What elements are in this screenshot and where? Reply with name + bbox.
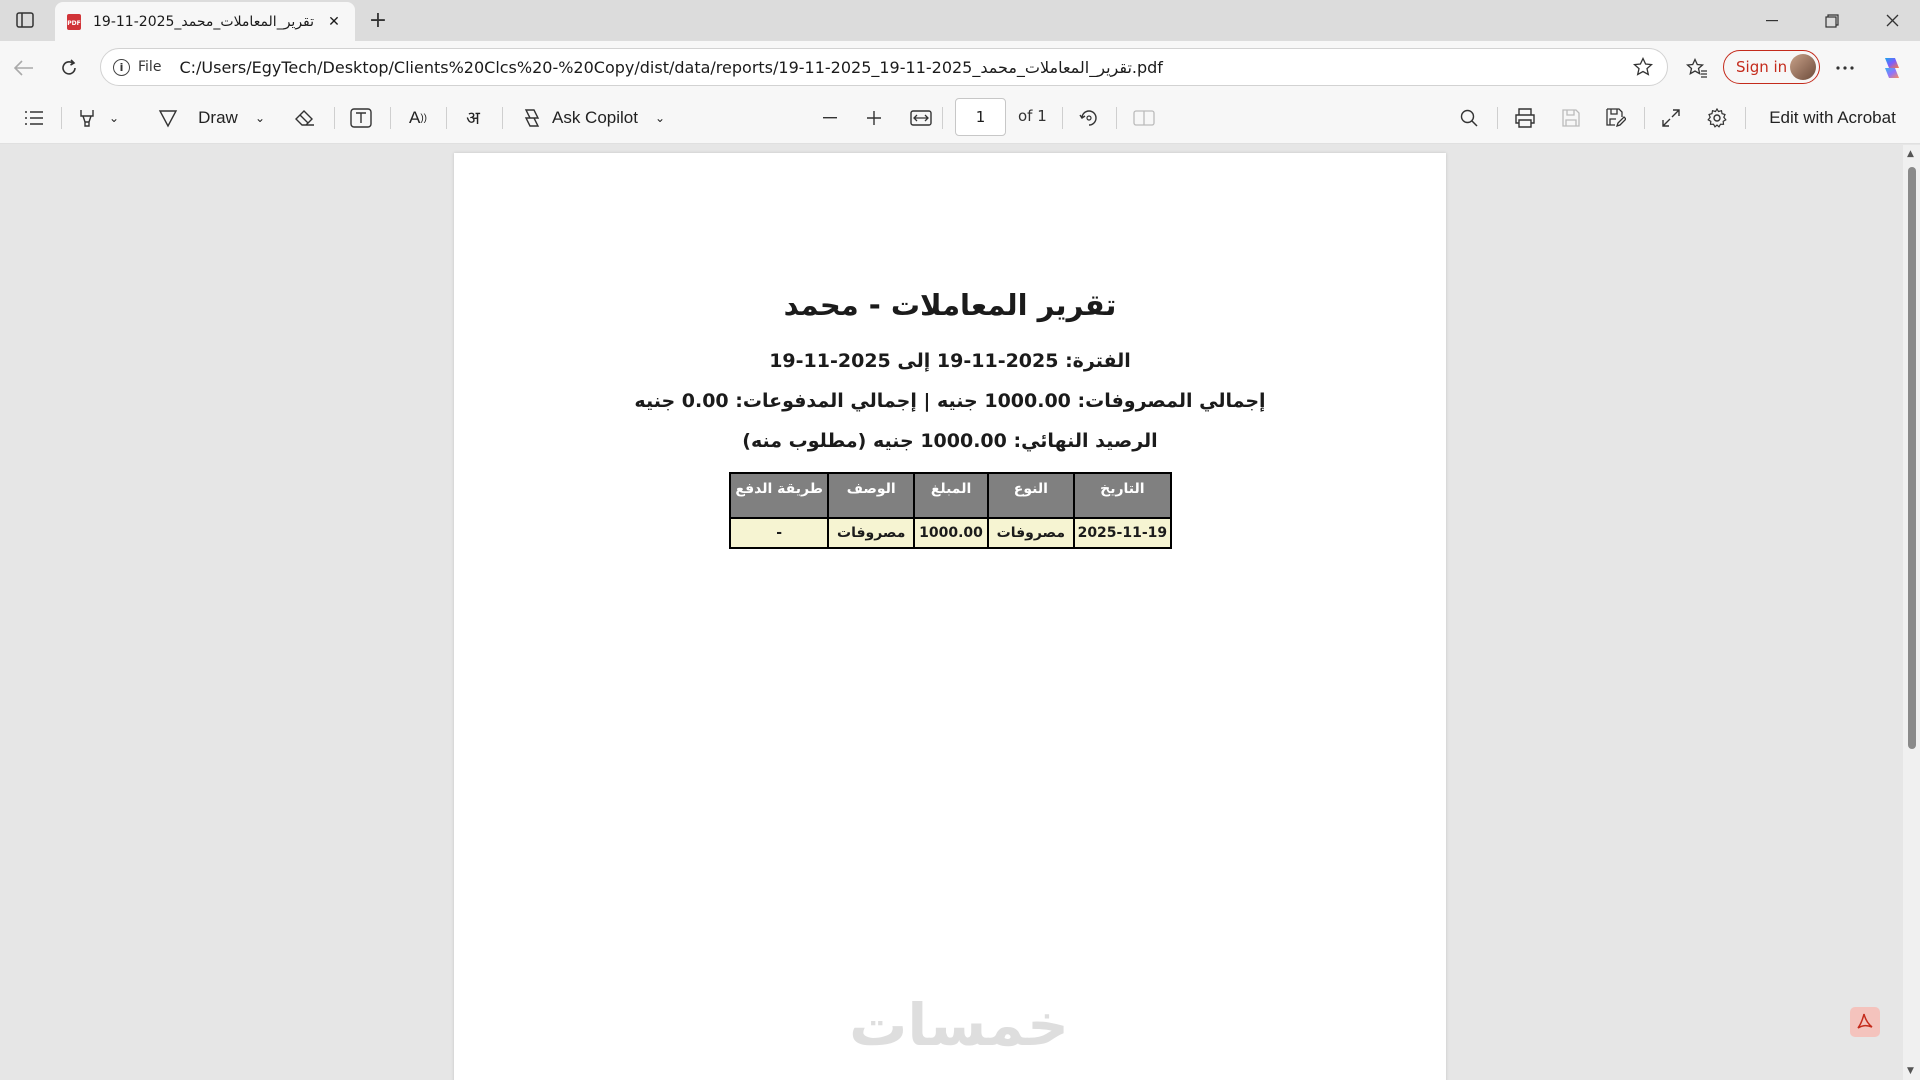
sign-in-label: Sign in [1736, 58, 1788, 76]
page-view-icon[interactable] [1131, 102, 1157, 134]
file-label: File [138, 59, 162, 75]
report-title: تقرير المعاملات - محمد [783, 288, 1117, 322]
close-window-icon[interactable] [1864, 0, 1920, 41]
save-as-icon[interactable] [1603, 102, 1629, 134]
table-cell-amount: 1000.00 [914, 518, 988, 548]
highlight-icon[interactable] [74, 102, 100, 134]
table-header-type: النوع [988, 473, 1074, 518]
navigation-bar [0, 41, 1920, 93]
scroll-down-icon[interactable]: ▼ [1907, 1066, 1914, 1076]
rotate-icon[interactable] [1076, 102, 1102, 134]
table-cell-type: مصروفات [988, 518, 1074, 548]
svg-text:PDF: PDF [67, 19, 81, 27]
url-text[interactable]: C:/Users/EgyTech/Desktop/Clients%20Clcs%20-%20Copy/dist/data/reports/19-11-2025_19-11-2025_تقرير_المعاملات_محمد.pdf [179, 57, 1163, 77]
search-icon[interactable] [1456, 102, 1482, 134]
highlight-chevron-down-icon[interactable]: ⌄ [108, 111, 120, 125]
new-tab-icon[interactable]: + [368, 7, 388, 33]
report-balance: الرصيد النهائي: 1000.00 جنيه (مطلوب منه) [742, 430, 1158, 452]
avatar [1790, 54, 1816, 80]
zoom-out-icon[interactable] [818, 102, 842, 134]
transactions-table [729, 472, 1172, 549]
info-icon: i [113, 59, 130, 76]
acrobat-icon[interactable] [1850, 1007, 1880, 1037]
table-cell-date: 2025-11-19 [1074, 518, 1171, 548]
watermark: خمسات [849, 991, 1069, 1059]
scrollbar-thumb[interactable] [1908, 167, 1916, 749]
fit-width-icon[interactable] [908, 102, 934, 134]
table-cell-description: مصروفات [828, 518, 914, 548]
sign-in-button[interactable] [1723, 50, 1820, 84]
table-header-date: التاريخ [1074, 473, 1171, 518]
scroll-up-icon[interactable]: ▲ [1907, 149, 1914, 159]
table-header-payment-method: طريقة الدفع [730, 473, 828, 518]
report-period: الفترة: 2025-11-19 إلى 2025-11-19 [769, 350, 1131, 372]
more-options-icon[interactable] [1829, 52, 1861, 84]
close-tab-icon[interactable]: ✕ [328, 13, 340, 30]
page-number-input[interactable]: 1 [955, 98, 1006, 136]
refresh-icon[interactable] [53, 52, 85, 84]
tab-strip [0, 0, 1920, 41]
text-box-icon[interactable] [347, 102, 375, 134]
table-row [730, 518, 1171, 548]
minimize-icon[interactable] [1744, 0, 1800, 41]
draw-button[interactable]: Draw [198, 108, 238, 127]
eraser-icon[interactable] [291, 102, 319, 134]
table-cell-payment-method: - [730, 518, 828, 548]
edit-with-acrobat-button[interactable]: Edit with Acrobat [1769, 108, 1896, 127]
sidebar-toggle-icon[interactable] [10, 6, 40, 34]
table-header-amount: المبلغ [914, 473, 988, 518]
site-info-button[interactable] [113, 59, 161, 76]
table-header-description: الوصف [828, 473, 914, 518]
settings-gear-icon[interactable] [1704, 102, 1730, 134]
back-icon[interactable] [8, 52, 40, 84]
tab-title: تقرير_المعاملات_محمد_2025-11-19 [93, 13, 315, 30]
report-totals: إجمالي المصروفات: 1000.00 جنيه | إجمالي المدفوعات: 0.00 جنيه [634, 390, 1266, 412]
draw-chevron-down-icon[interactable]: ⌄ [254, 111, 266, 125]
full-screen-icon[interactable] [1658, 102, 1684, 134]
pdf-toolbar [0, 93, 1920, 144]
favorite-star-icon[interactable] [1627, 51, 1659, 83]
restore-icon[interactable] [1804, 0, 1860, 41]
table-header-row [730, 473, 1171, 518]
copilot-icon[interactable] [519, 102, 545, 134]
pdf-viewer[interactable] [0, 145, 1920, 1080]
translate-icon[interactable]: अ [466, 108, 480, 129]
copilot-chevron-down-icon[interactable]: ⌄ [654, 111, 666, 125]
favorites-icon[interactable] [1681, 52, 1713, 84]
address-bar[interactable] [100, 48, 1668, 86]
ask-copilot-button[interactable]: Ask Copilot [552, 108, 638, 127]
print-icon[interactable] [1512, 102, 1538, 134]
page-count: of 1 [1018, 107, 1047, 125]
vertical-scrollbar[interactable] [1903, 145, 1920, 1080]
contents-list-icon[interactable] [20, 102, 48, 134]
copilot-icon[interactable] [1876, 52, 1908, 84]
pdf-icon [65, 13, 83, 31]
zoom-in-icon[interactable] [862, 102, 886, 134]
pdf-page [454, 153, 1446, 1080]
draw-icon[interactable] [155, 102, 181, 134]
read-aloud-icon[interactable]: A )) [408, 108, 427, 127]
browser-tab[interactable] [55, 2, 355, 41]
save-icon[interactable] [1558, 102, 1584, 134]
